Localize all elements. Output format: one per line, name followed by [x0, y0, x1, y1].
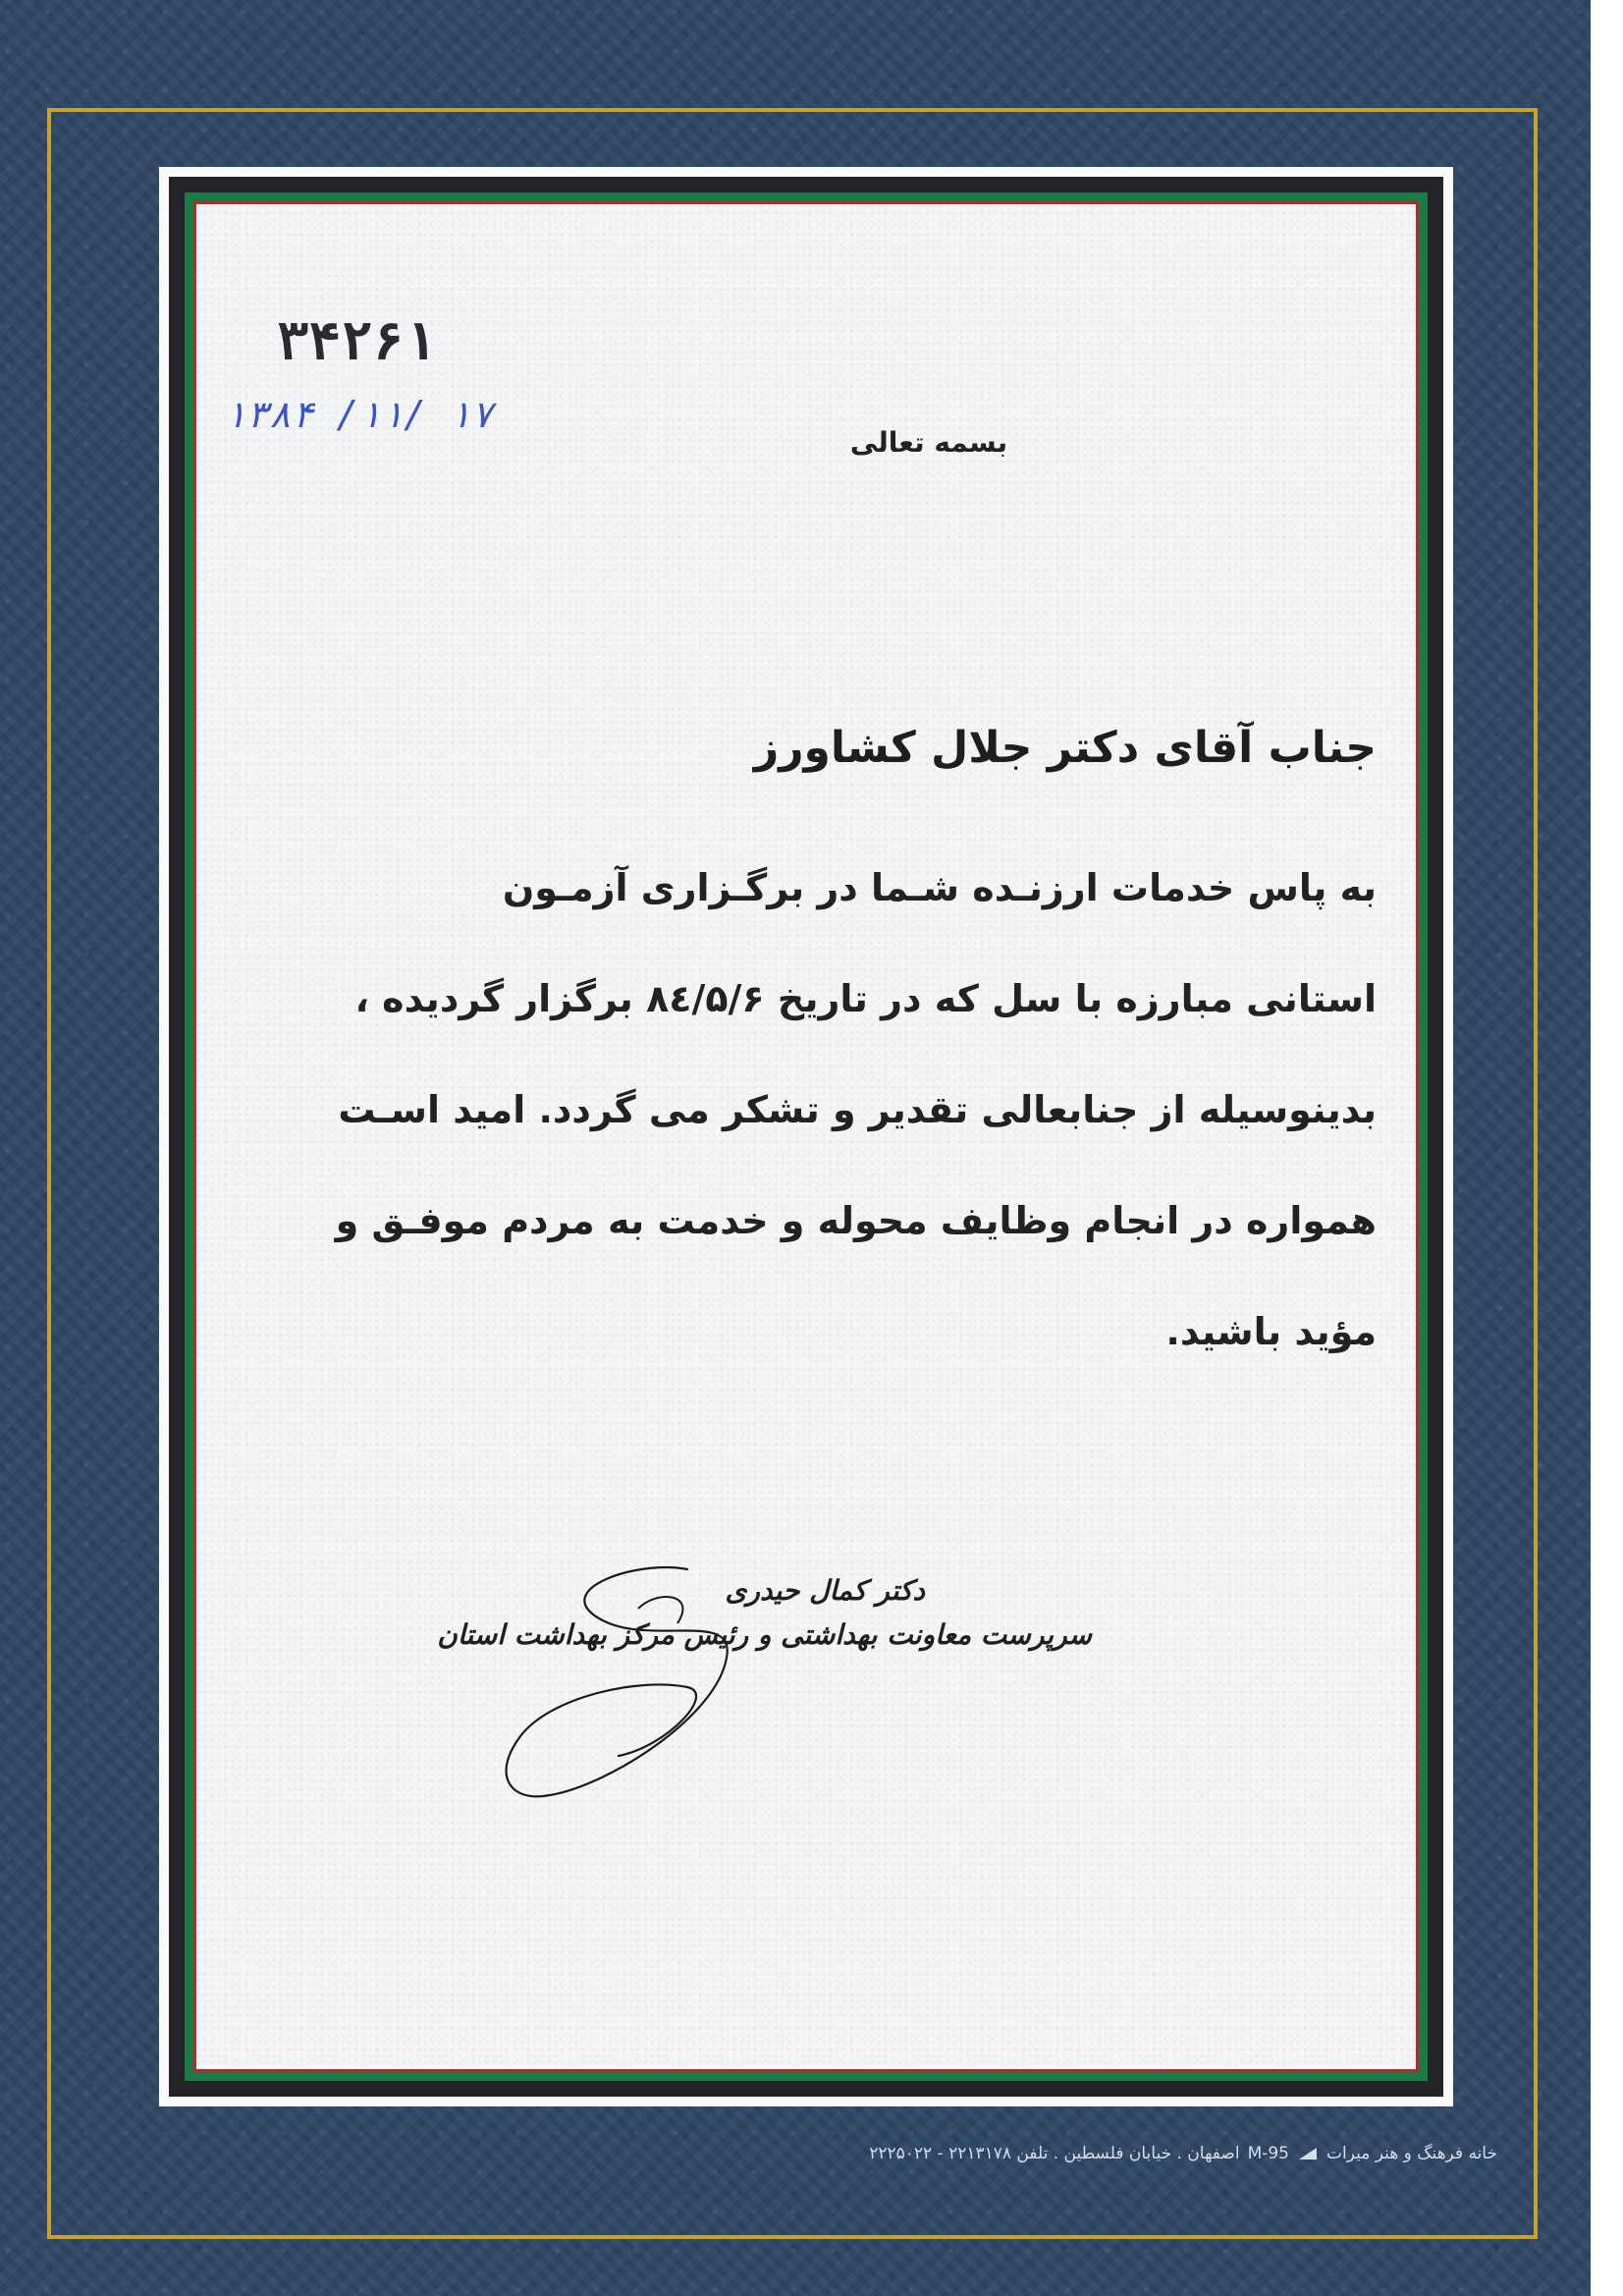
publisher-footer	[869, 2144, 1497, 2163]
certificate-frame	[159, 167, 1453, 2106]
frame-dark-band	[169, 177, 1443, 2097]
body-line: مؤید باشید.	[1165, 1310, 1377, 1353]
frame-green-band	[185, 192, 1428, 2081]
publisher-address: اصفهان . خیابان فلسطین . تلفن ۲۲۱۳۱۷۸ - ۲۲۲۵۰۲۲	[869, 2144, 1240, 2163]
body-line: استانی مبارزه با سل که در تاریخ ۸٤/۵/۶ برگزار گردیده ،	[354, 977, 1377, 1020]
invocation-heading: بسمه تعالی	[849, 426, 1008, 459]
letter-body	[335, 833, 1377, 1388]
addressee-line: جناب آقای دکتر جلال کشاورز	[753, 723, 1377, 773]
letter-paper	[196, 204, 1416, 2069]
registration-number: ۳۴۲۶۱	[277, 310, 437, 372]
frame-red-band	[193, 201, 1419, 2072]
body-line: همواره در انجام وظایف محوله و خدمت به مردم موفـق و	[335, 1199, 1377, 1242]
registration-date: ۱۳۸۴ /۱۱/ ۱۷	[224, 393, 494, 436]
publisher-code: M-95	[1247, 2144, 1289, 2163]
body-line: به پاس خدمات ارزنـده شـما در برگـزاری آزمـون	[502, 866, 1377, 909]
signatory-name: دکتر کمال حیدری	[725, 1574, 925, 1607]
signatory-title: سرپرست معاونت بهداشتی و رئیس مرکز بهداشت استان	[437, 1618, 1092, 1651]
publisher-name: خانه فرهنگ و هنر میرات	[1326, 2144, 1497, 2163]
publisher-logo-icon	[1297, 2146, 1319, 2161]
body-line: بدینوسیله از جنابعالی تقدیر و تشکر می گردد. امید اسـت	[338, 1088, 1377, 1131]
